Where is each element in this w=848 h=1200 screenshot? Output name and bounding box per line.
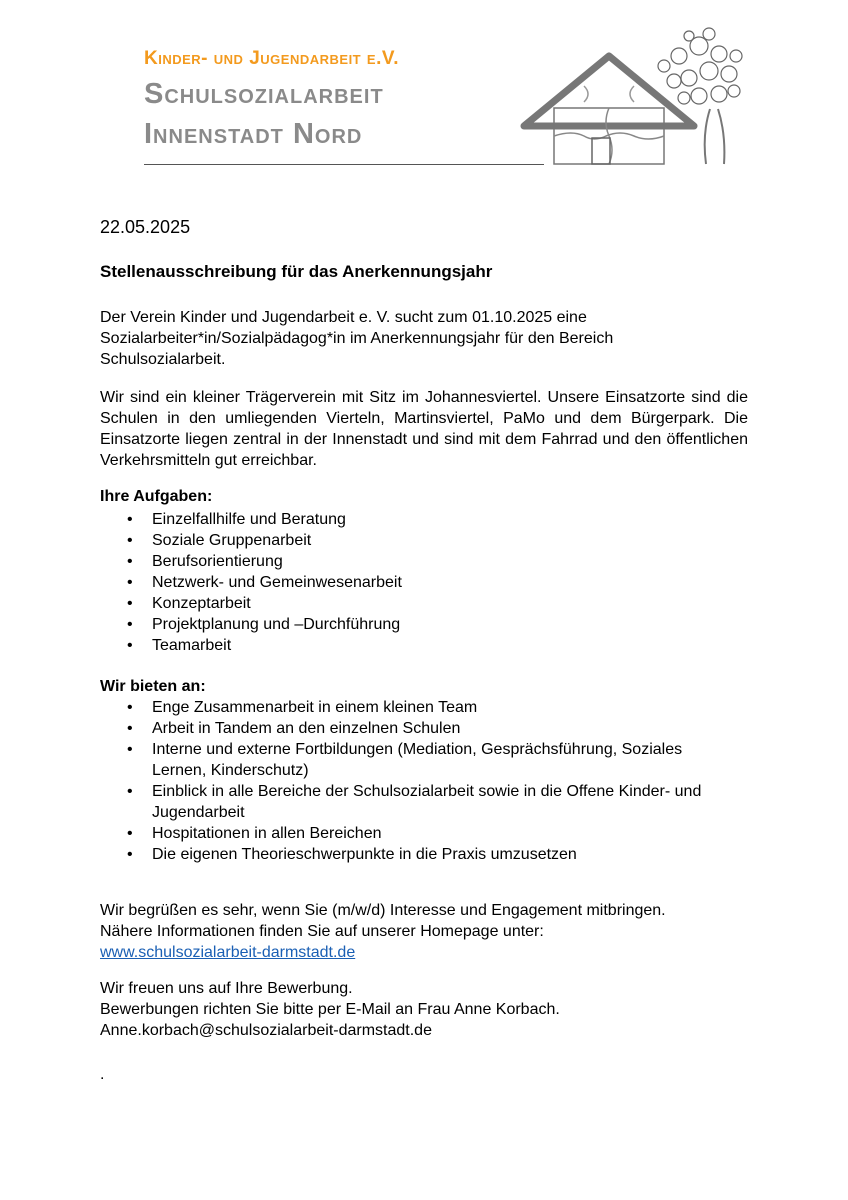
closing-info	[100, 900, 750, 963]
intro-line: Schulsozialarbeit.	[100, 351, 226, 368]
page-title: Stellenausschreibung für das Anerkennungsjahr	[100, 262, 493, 281]
offers-list	[100, 697, 740, 865]
list-item: • Netzwerk- und Gemeinwesenarbeit	[100, 572, 740, 593]
letterhead-rule	[144, 164, 544, 165]
org-name: Kinder- und Jugendarbeit e.V.	[144, 48, 400, 69]
list-item: • Hospitationen in allen Bereichen	[100, 823, 740, 844]
trailing-dot: .	[100, 1066, 105, 1083]
letter-date: 22.05.2025	[100, 217, 191, 237]
list-item: • Interne und externe Fortbildungen (Mediation, Gesprächsführung, Soziales Lernen, Kinderschutz)	[100, 739, 740, 781]
contact-email: Anne.korbach@schulsozialarbeit-darmstadt.de	[100, 1022, 432, 1039]
house-puzzle-tree-icon	[514, 26, 744, 176]
list-item: • Arbeit in Tandem an den einzelnen Schulen	[100, 718, 740, 739]
list-item: • Berufsorientierung	[100, 551, 740, 572]
list-item: • Enge Zusammenarbeit in einem kleinen Team	[100, 697, 740, 718]
list-item: • Teamarbeit	[100, 635, 740, 656]
homepage-link[interactable]: www.schulsozialarbeit-darmstadt.de	[100, 944, 356, 961]
list-item: • Einblick in alle Bereiche der Schulsozialarbeit sowie in die Offene Kinder- und Jugendarbeit	[100, 781, 740, 823]
tasks-heading: Ihre Aufgaben:	[100, 488, 213, 505]
closing-line: Wir freuen uns auf Ihre Bewerbung.	[100, 980, 353, 997]
list-item: • Soziale Gruppenarbeit	[100, 530, 740, 551]
intro-line: Sozialarbeiter*in/Sozialpädagog*in im Anerkennungsjahr für den Bereich	[100, 330, 614, 347]
list-item: • Konzeptarbeit	[100, 593, 740, 614]
list-item: • Einzelfallhilfe und Beratung	[100, 509, 740, 530]
closing-line: Bewerbungen richten Sie bitte per E-Mail an Frau Anne Korbach.	[100, 1001, 560, 1018]
list-item: • Die eigenen Theorieschwerpunkte in die Praxis umzusetzen	[100, 844, 740, 865]
offers-heading: Wir bieten an:	[100, 678, 206, 695]
closing-line: Wir begrüßen es sehr, wenn Sie (m/w/d) Interesse und Engagement mitbringen.	[100, 902, 666, 919]
intro-paragraph	[100, 307, 748, 370]
application-info	[100, 978, 750, 1041]
org-subtitle-1: Schulsozialarbeit	[144, 78, 384, 110]
tasks-list	[100, 509, 740, 656]
closing-line: Nähere Informationen finden Sie auf unserer Homepage unter:	[100, 923, 544, 940]
letterhead	[144, 40, 744, 180]
intro-line: Der Verein Kinder und Jugendarbeit e. V. sucht zum 01.10.2025 eine	[100, 309, 587, 326]
list-item: • Projektplanung und –Durchführung	[100, 614, 740, 635]
org-subtitle-2: Innenstadt Nord	[144, 118, 363, 150]
about-paragraph: Wir sind ein kleiner Trägerverein mit Sitz im Johannesviertel. Unsere Einsatzorte sind die Schulen in den umliegenden Vierteln, Martinsviertel, PaMo und dem Bürgerpark. Die Einsatzorte liegen zentral in der Innenstadt und sind mit dem Fahrrad und den öffentlichen Verkehrsmitteln gut erreichbar.	[100, 389, 748, 469]
